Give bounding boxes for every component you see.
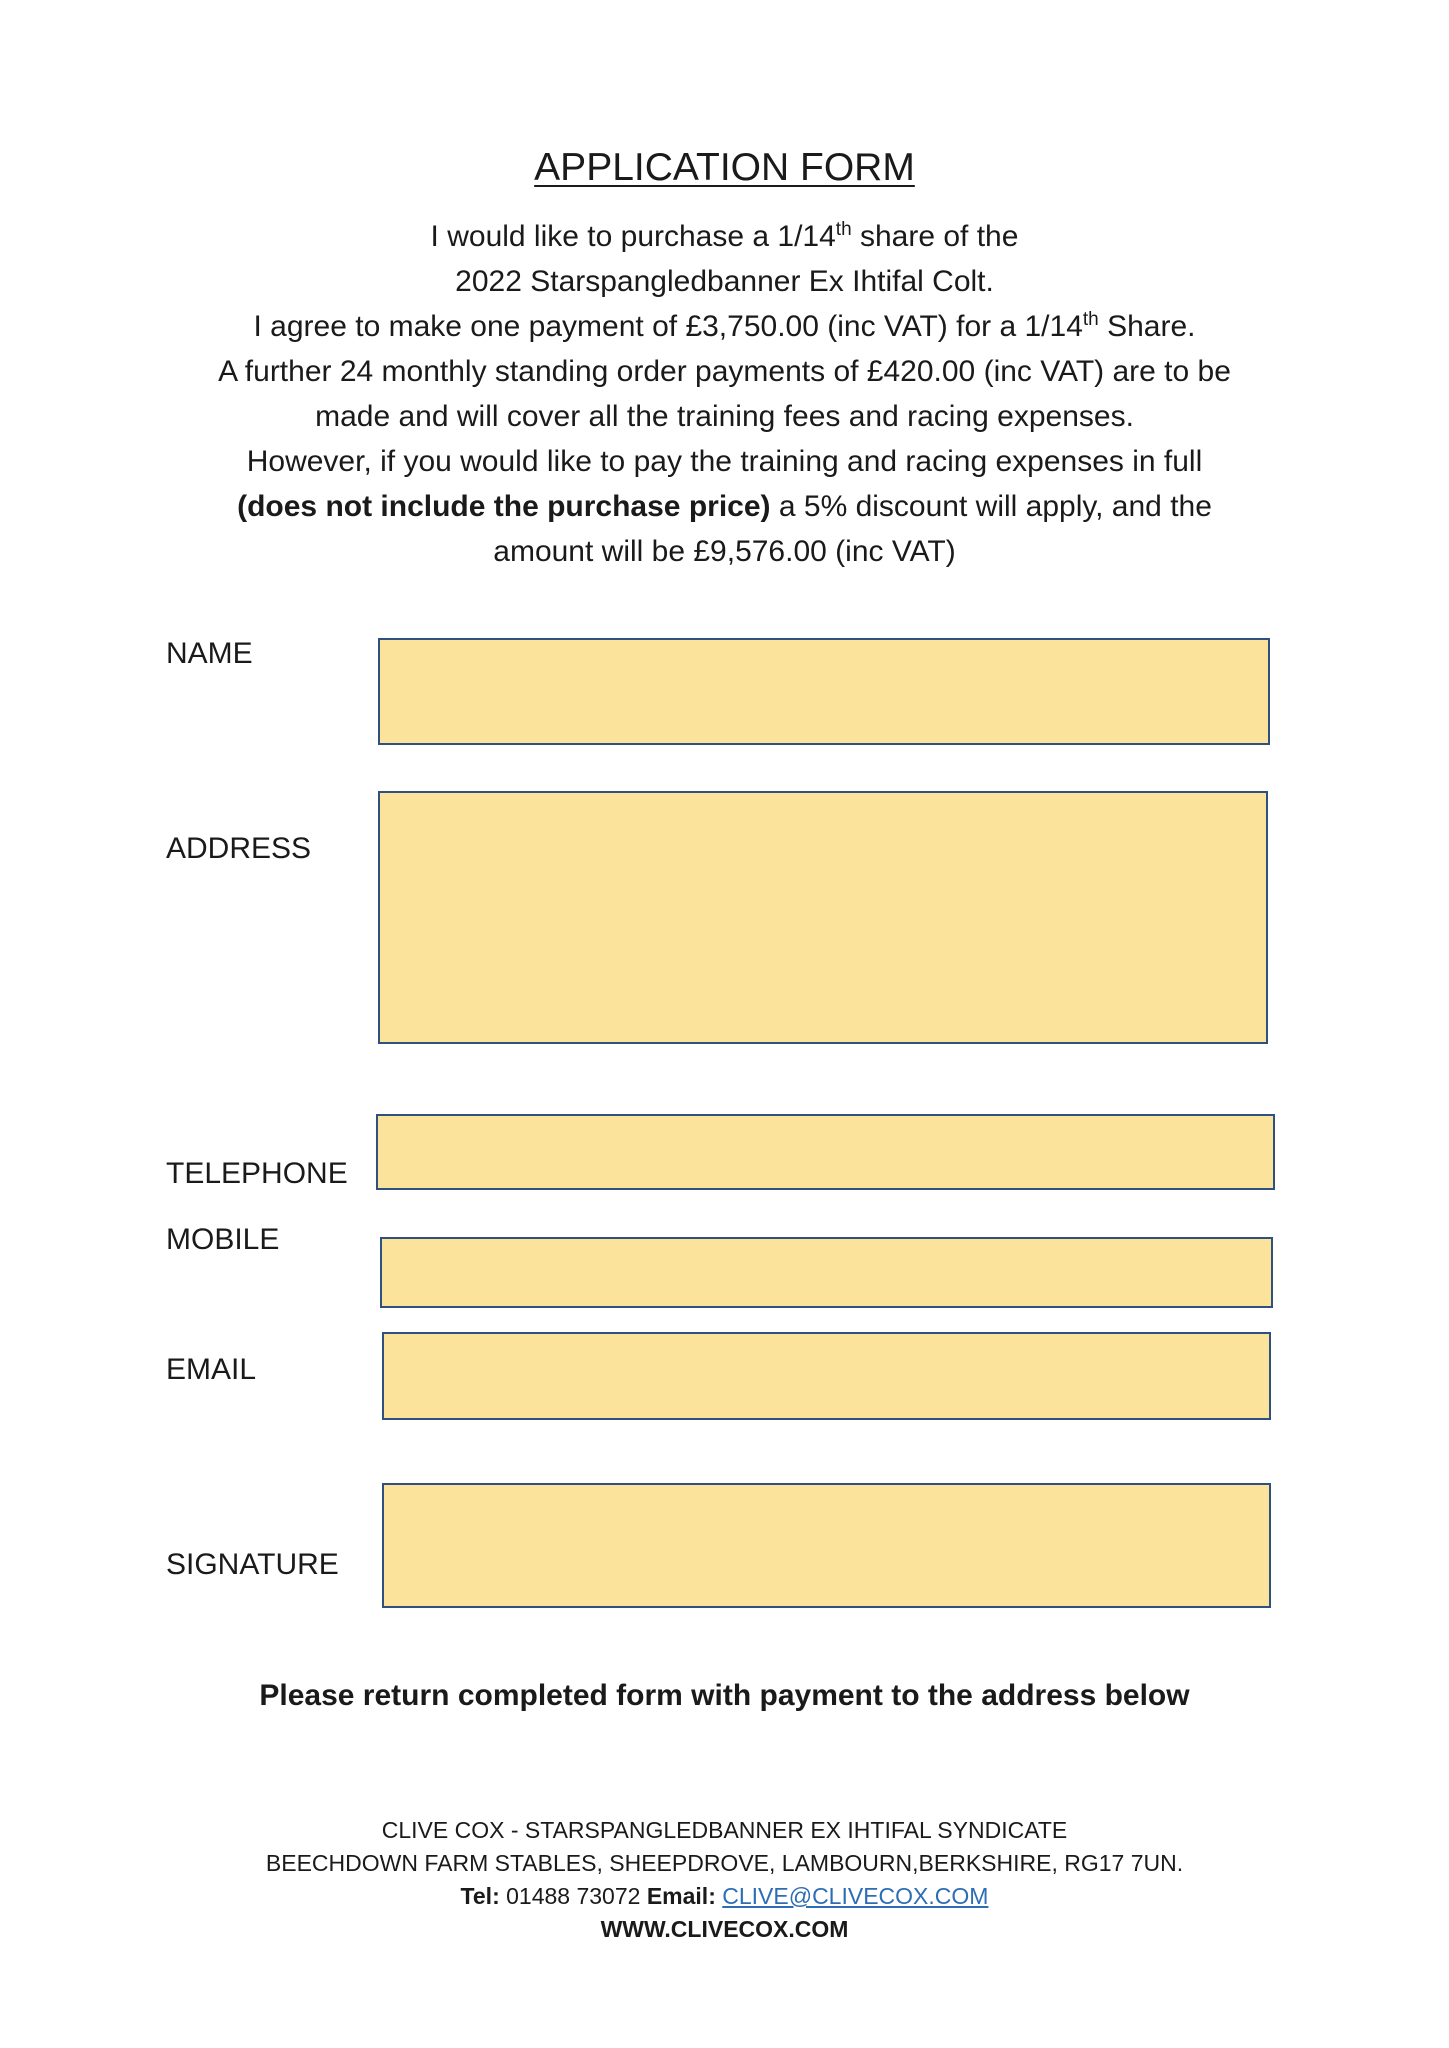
footer-syndicate-name: CLIVE COX - STARSPANGLEDBANNER EX IHTIFAL SYNDICATE: [381, 1817, 1068, 1843]
intro-line-7: [0, 484, 1449, 529]
mobile-label: MOBILE: [166, 1223, 280, 1256]
signature-field-box: [382, 1483, 1271, 1608]
intro-text: [0, 214, 1449, 574]
intro-line-7-bold: (does not include the purchase price): [237, 490, 771, 523]
telephone-field[interactable]: [378, 1116, 1273, 1188]
intro-line-6: However, if you would like to pay the training and racing expenses in full: [246, 445, 1203, 478]
intro-line-5: made and will cover all the training fees and racing expenses.: [315, 400, 1134, 433]
address-field-box: [378, 791, 1268, 1044]
telephone-label: TELEPHONE: [166, 1157, 348, 1190]
intro-line-3-sup: th: [1082, 309, 1099, 330]
intro-line-3: [0, 304, 1449, 349]
email-label: EMAIL: [166, 1353, 257, 1386]
mobile-field[interactable]: [382, 1239, 1271, 1306]
telephone-field-box: [376, 1114, 1275, 1190]
footer-website: [0, 1913, 1449, 1946]
footer-email-label: Email:: [646, 1883, 716, 1909]
address-label: ADDRESS: [166, 832, 312, 865]
address-field[interactable]: [380, 793, 1266, 1042]
return-instruction: Please return completed form with payment to the address below: [259, 1679, 1190, 1712]
intro-line-3-text: I agree to make one payment of £3,750.00 (inc VAT) for a 1/14: [253, 310, 1083, 343]
intro-line-1-post: share of the: [851, 220, 1019, 253]
email-field-box: [382, 1332, 1271, 1420]
signature-label: SIGNATURE: [166, 1548, 339, 1581]
intro-line-7-post: a 5% discount will apply, and the: [770, 490, 1212, 523]
intro-line-8: amount will be £9,576.00 (inc VAT): [493, 535, 956, 568]
intro-line-1: [0, 214, 1449, 259]
intro-line-1-text: I would like to purchase a 1/14: [430, 220, 836, 253]
intro-line-4: A further 24 monthly standing order payments of £420.00 (inc VAT) are to be: [218, 355, 1231, 388]
intro-line-1-sup: th: [835, 219, 852, 240]
name-field[interactable]: [380, 640, 1268, 743]
footer-website-text: WWW.CLIVECOX.COM: [600, 1916, 849, 1942]
signature-field[interactable]: [384, 1485, 1269, 1606]
form-title: APPLICATION FORM: [534, 146, 915, 189]
footer-postal-address: BEECHDOWN FARM STABLES, SHEEPDROVE, LAMBOURN,BERKSHIRE, RG17 7UN.: [265, 1850, 1184, 1876]
email-field[interactable]: [384, 1334, 1269, 1418]
intro-line-2: 2022 Starspangledbanner Ex Ihtifal Colt.: [455, 265, 994, 298]
name-field-box: [378, 638, 1270, 745]
footer-tel-value: 01488 73072: [499, 1883, 647, 1909]
footer-email-link[interactable]: CLIVE@CLIVECOX.COM: [722, 1883, 989, 1909]
footer-address-block: [0, 1814, 1449, 1946]
name-label: NAME: [166, 637, 253, 670]
footer-tel-label: Tel:: [460, 1883, 500, 1909]
footer-contact-line: [0, 1880, 1449, 1913]
intro-line-3-post: Share.: [1098, 310, 1196, 343]
mobile-field-box: [380, 1237, 1273, 1308]
